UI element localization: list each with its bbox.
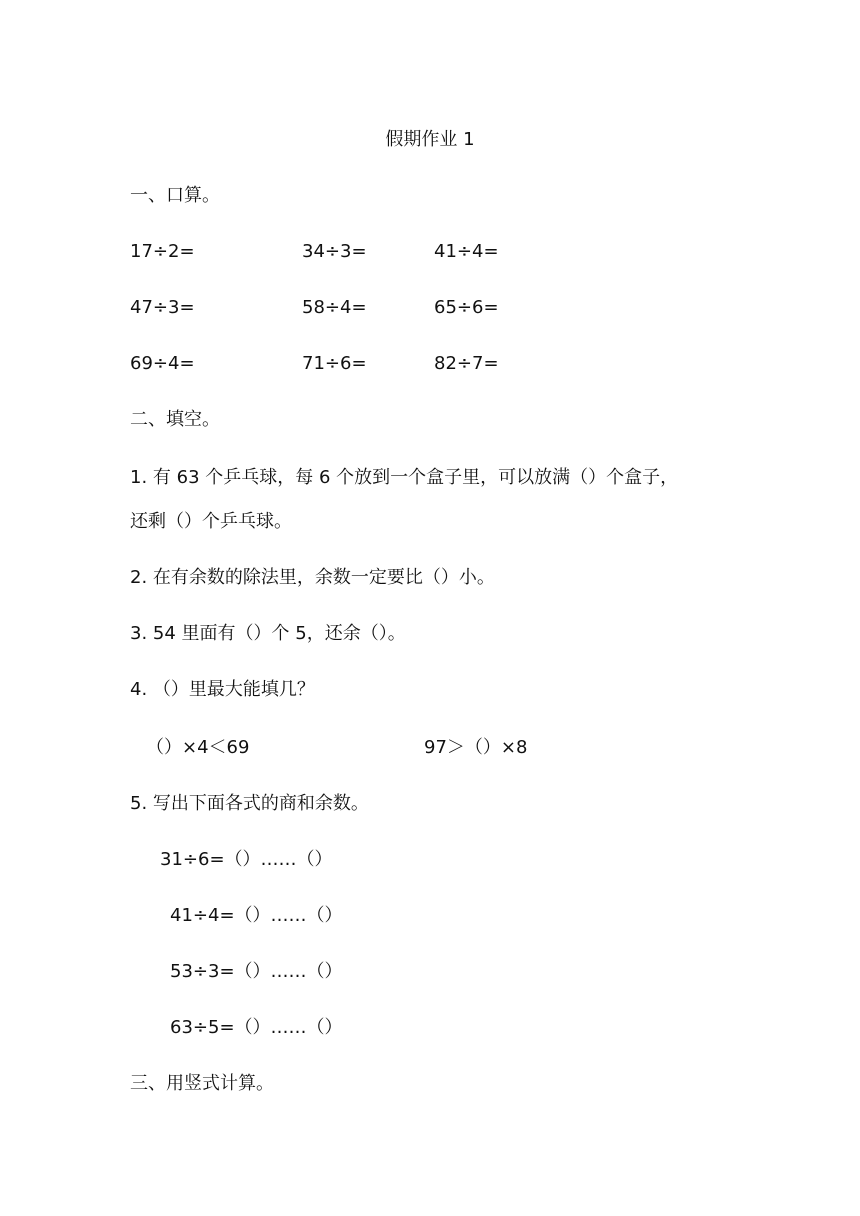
mental-math-item: 65÷6= xyxy=(434,297,499,318)
section2-heading: 二、填空。 xyxy=(130,409,220,430)
question-5-item: 63÷5=（）……（） xyxy=(170,1017,343,1038)
question-4-item: 97＞（）×8 xyxy=(424,737,528,758)
page-title: 假期作业 1 xyxy=(385,129,475,150)
question-1-line-2: 还剩（）个乒乓球。 xyxy=(130,511,292,532)
mental-math-item: 71÷6= xyxy=(302,353,367,374)
section3-heading: 三、用竖式计算。 xyxy=(130,1073,274,1094)
question-1-line-1: 1. 有 63 个乒乓球，每 6 个放到一个盒子里，可以放满（）个盒子， xyxy=(130,467,679,488)
mental-math-item: 82÷7= xyxy=(434,353,499,374)
mental-math-item: 34÷3= xyxy=(302,241,367,262)
question-5: 5. 写出下面各式的商和余数。 xyxy=(130,793,369,814)
question-4-item: （）×4＜69 xyxy=(146,737,250,758)
mental-math-item: 58÷4= xyxy=(302,297,367,318)
mental-math-item: 47÷3= xyxy=(130,297,195,318)
question-3: 3. 54 里面有（）个 5，还余（）。 xyxy=(130,623,406,644)
question-4: 4. （）里最大能填几？ xyxy=(130,679,315,700)
question-2: 2. 在有余数的除法里，余数一定要比（）小。 xyxy=(130,567,495,588)
mental-math-item: 17÷2= xyxy=(130,241,195,262)
section1-heading: 一、口算。 xyxy=(130,185,220,206)
mental-math-item: 41÷4= xyxy=(434,241,499,262)
question-5-item: 53÷3=（）……（） xyxy=(170,961,343,982)
question-5-item: 41÷4=（）……（） xyxy=(170,905,343,926)
question-5-item: 31÷6=（）……（） xyxy=(160,849,333,870)
mental-math-item: 69÷4= xyxy=(130,353,195,374)
